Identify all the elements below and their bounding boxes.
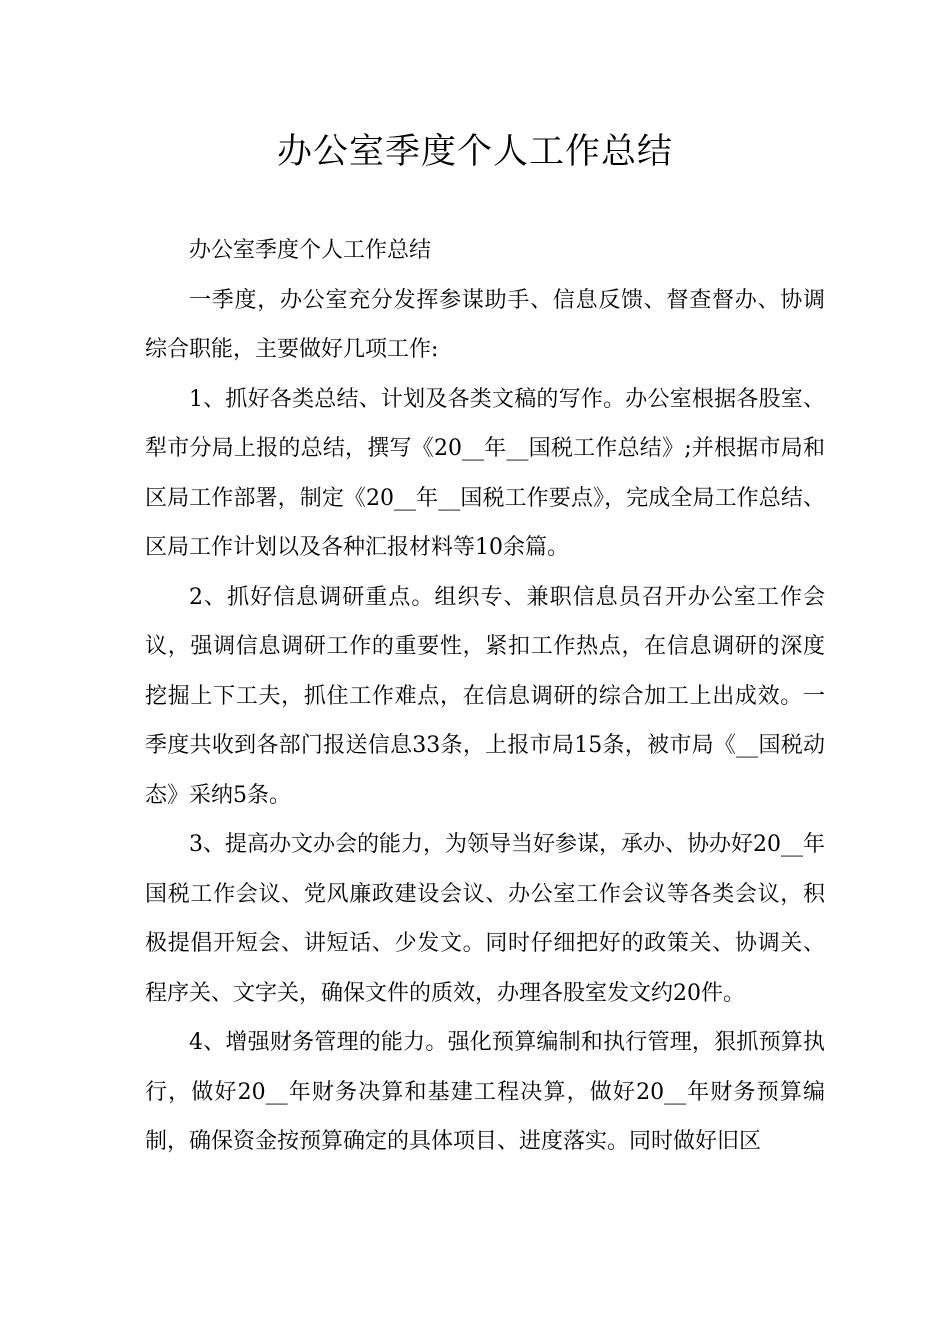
document-body [145,226,825,1167]
document-title: 办公室季度个人工作总结 [276,132,673,172]
paragraph-intro: 一季度，办公室充分发挥参谋助手、信息反馈、督查督办、协调综合职能，主要做好几项工作: [145,287,825,362]
paragraph-subtitle: 办公室季度个人工作总结 [189,238,432,263]
paragraph-item-3: 3、提高办文办会的能力，为领导当好参谋，承办、协办好20__年国税工作会议、党风廉政建设会议、办公室工作会议等各类会议，积极提倡开短会、讲短话、少发文。同时仔细把好的政策关、协调关、程序关、文字关，确保文件的质效，办理各股室发文约20件。 [145,832,825,1006]
paragraph-item-4: 4、增强财务管理的能力。强化预算编制和执行管理，狠抓预算执行，做好20__年财务决算和基建工程决算，做好20__年财务预算编制，确保资金按预算确定的具体项目、进度落实。同时做好旧区 [145,1030,825,1154]
paragraph-item-2: 2、抓好信息调研重点。组织专、兼职信息员召开办公室工作会议，强调信息调研工作的重要性，紧扣工作热点，在信息调研的深度挖掘上下工夫，抓住工作难点，在信息调研的综合加工上出成效。一季度共收到各部门报送信息33条，上报市局15条，被市局《__国税动态》采纳5条。 [145,584,825,808]
paragraph-item-1: 1、抓好各类总结、计划及各类文稿的写作。办公室根据各股室、犁市分局上报的总结，撰写《20__年__国税工作总结》;并根据市局和区局工作部署，制定《20__年__国税工作要点》，完成全局工作总结、区局工作计划以及各种汇报材料等10余篇。 [145,386,825,560]
